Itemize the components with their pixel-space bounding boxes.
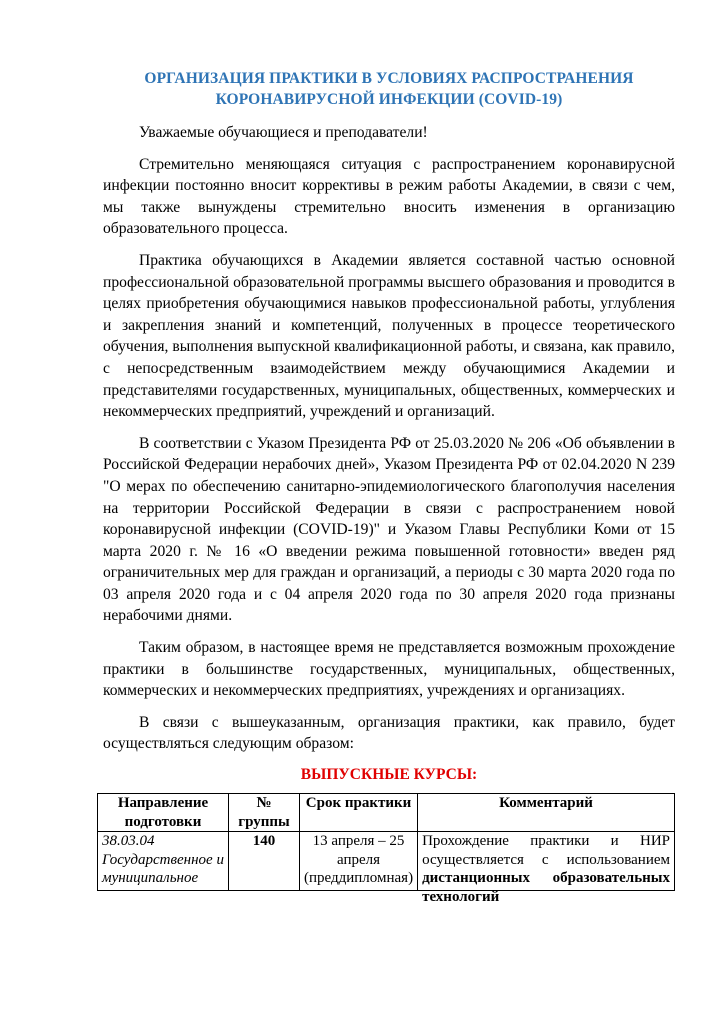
cell-direction: 38.03.04 Государственное и муниципальное (98, 832, 229, 891)
header-term: Срок практики (300, 794, 418, 832)
table-header-row (98, 794, 675, 832)
title-line-1: ОРГАНИЗАЦИЯ ПРАКТИКИ В УСЛОВИЯХ РАСПРОСТРАНЕНИЯ (144, 70, 634, 87)
cell-term: 13 апреля – 25 апреля (преддипломная) (300, 832, 418, 891)
table-row (98, 832, 675, 891)
greeting: Уважаемые обучающиеся и преподаватели! (139, 124, 428, 141)
title-line-2: КОРОНАВИРУСНОЙ ИНФЕКЦИИ (COVID-19) (215, 91, 563, 108)
header-direction: Направление подготовки (98, 794, 229, 832)
paragraph-1: Стремительно меняющаяся ситуация с распространением коронавирусной инфекции постоянно вносит коррективы в режим работы Академии, в связи с чем, мы также вынуждены стремительно вносить изменения в организацию образовательного процесса. (103, 155, 675, 238)
document-page (102, 68, 675, 905)
paragraph-5: В связи с вышеуказанным, организация практики, как правило, будет осуществляться следующим образом: (103, 713, 675, 753)
section-title: ВЫПУСКНЫЕ КУРСЫ: (300, 766, 478, 784)
cell-group: 140 (229, 832, 300, 891)
comment-text: Прохождение практики и НИР осуществляется с использованием (422, 833, 670, 868)
paragraph-4: Таким образом, в настоящее время не представляется возможным прохождение практики в большинстве государственных, муниципальных, общественных, коммерческих и некоммерческих предприятиях, учреждениях и организациях. (103, 639, 675, 700)
paragraph-2: Практика обучающихся в Академии является составной частью основной профессиональной образовательной программы высшего образования и проводится в целях приобретения обучающимися навыков профессиональной работы, углубления и закрепления знаний и компетенций, полученных в процессе теоретического обучения, выполнения выпускной квалификационной работы, и связана, как правило, с непосредственным взаимодействием между обучающимися Академии и представителями государственных, муниципальных, общественных, коммерческих и некоммерческих предприятий, учреждений и организаций. (103, 251, 675, 421)
header-group: № группы (229, 794, 300, 832)
header-comment: Комментарий (418, 794, 675, 832)
practice-table (97, 793, 675, 905)
comment-bold-text: дистанционных образовательных технологий (422, 870, 670, 905)
cell-comment (418, 832, 675, 905)
document-title (103, 68, 675, 110)
paragraph-3: В соответствии с Указом Президента РФ от 25.03.2020 № 206 «Об объявлении в Российской Федерации нерабочих дней», Указом Президента РФ от 02.04.2020 N 239 "О мерах по обеспечению санитарно-эпидемиологического благополучия населения на территории Российской Федерации в связи с распространением новой коронавирусной инфекции (COVID-19)" и Указом Главы Республики Коми от 15 марта 2020 г. № 16 «О введении режима повышенной готовности» введен ряд ограничительных мер для граждан и организаций, а периоды с 30 марта 2020 года по 03 апреля 2020 года и с 04 апреля 2020 года по 30 апреля 2020 года признаны нерабочими днями. (103, 434, 675, 625)
